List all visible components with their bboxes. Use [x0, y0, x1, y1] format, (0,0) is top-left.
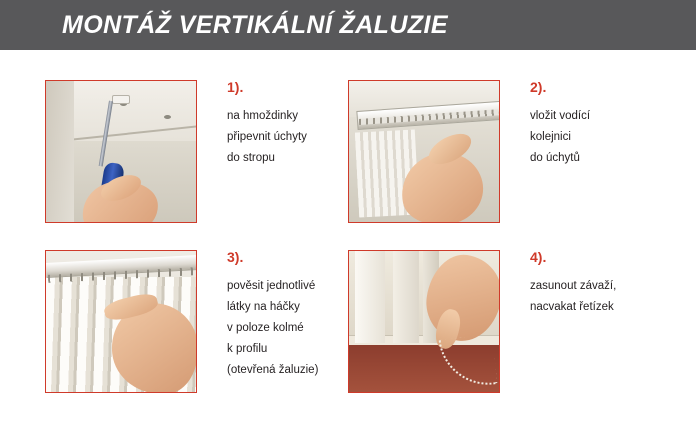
step-1-photo: [45, 80, 197, 223]
step-1-line-1: na hmoždinky: [227, 110, 298, 122]
step-1-line-3: do stropu: [227, 152, 275, 164]
step-1-text: [227, 80, 347, 169]
step-4-line-1: zasunout závaží,: [530, 280, 617, 292]
step-2-line-3: do úchytů: [530, 152, 580, 164]
step-3-line-5: (otevřená žaluzie): [227, 364, 319, 376]
page-title: MONTÁŽ VERTIKÁLNÍ ŽALUZIE: [62, 10, 448, 39]
step-2-line-2: kolejnici: [530, 131, 571, 143]
vertical-slat: [355, 251, 385, 343]
step-1-number: 1).: [227, 79, 244, 95]
step-2-text: [530, 80, 650, 169]
step-3-line-2: látky na háčky: [227, 301, 300, 313]
step-3-line-1: pověsit jednotlivé: [227, 280, 316, 292]
step-4-number: 4).: [530, 249, 547, 265]
step-item-1: [45, 80, 347, 223]
step-2-line-1: vložit vodící: [530, 110, 591, 122]
step-3-line-4: k profilu: [227, 343, 268, 355]
vertical-slat: [393, 251, 419, 343]
step-3-photo: [45, 250, 197, 393]
step-item-4: [348, 250, 650, 393]
anchor-hole-icon: [164, 115, 171, 119]
step-4-text: [530, 250, 650, 318]
ceiling-surface: [68, 81, 197, 145]
side-wall-surface: [46, 81, 74, 222]
step-item-2: [348, 80, 650, 223]
page-header: [0, 0, 696, 50]
step-2-photo: [348, 80, 500, 223]
step-4-line-2: nacvakat řetízek: [530, 301, 614, 313]
step-3-number: 3).: [227, 249, 244, 265]
steps-grid: [0, 50, 696, 424]
step-3-line-3: v poloze kolmé: [227, 322, 304, 334]
step-1-line-2: připevnit úchyty: [227, 131, 307, 143]
ceiling-bracket: [112, 95, 130, 104]
step-item-3: [45, 250, 347, 393]
step-3-text: [227, 250, 347, 381]
step-2-number: 2).: [530, 79, 547, 95]
step-4-photo: [348, 250, 500, 393]
